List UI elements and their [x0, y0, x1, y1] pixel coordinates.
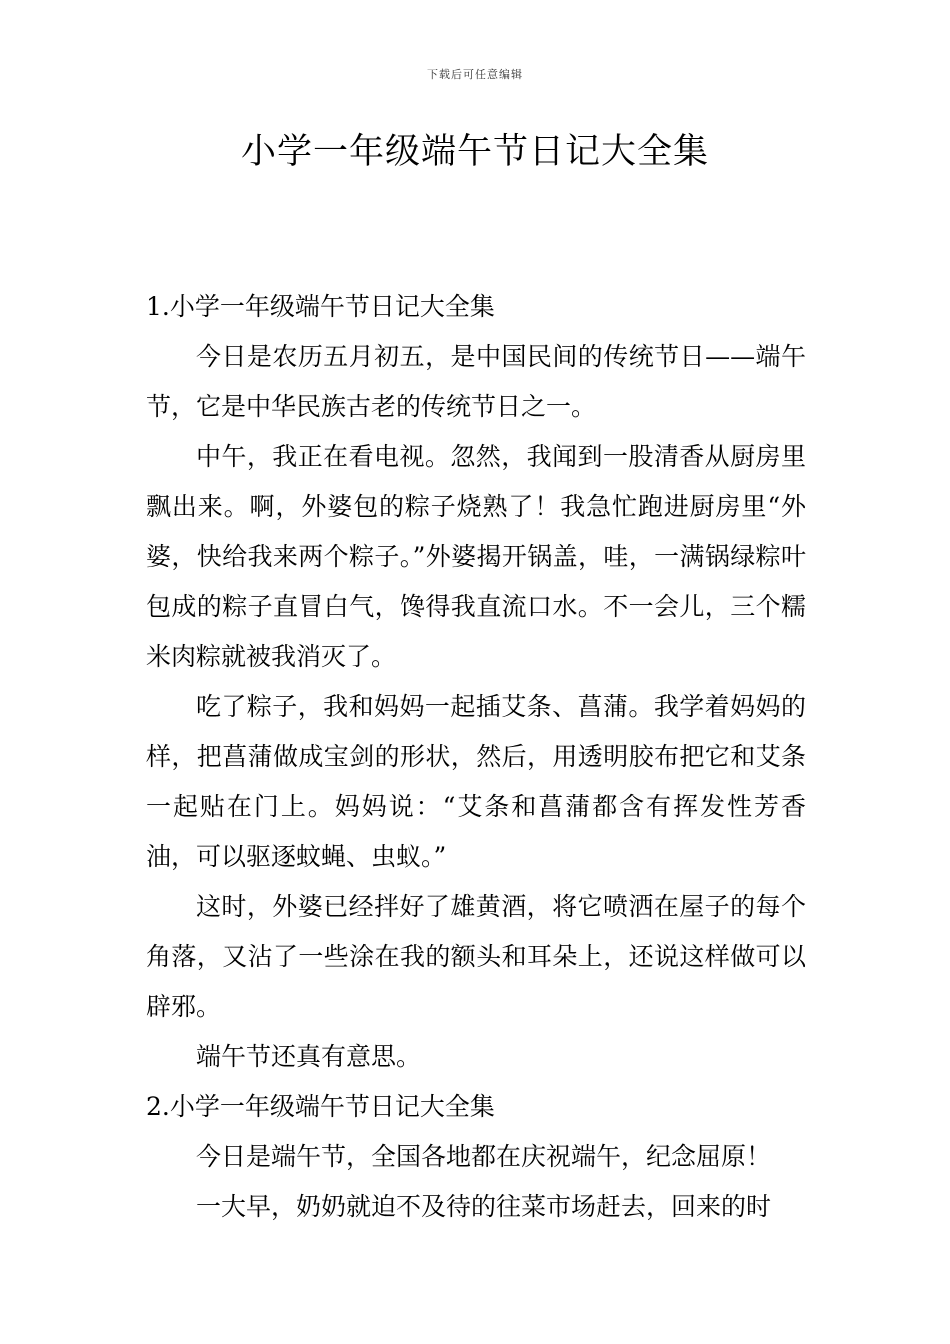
header-note: 下载后可任意编辑	[427, 68, 523, 81]
document-body	[146, 282, 806, 1232]
section-heading-1: 1.小学一年级端午节日记大全集	[146, 292, 495, 321]
paragraph: 端午节还真有意思。	[196, 1042, 422, 1071]
document-title: 小学一年级端午节日记大全集	[240, 132, 709, 172]
paragraph: 中午，我正在看电视。忽然，我闻到一股清香从厨房里飘出来。啊，外婆包的粽子烧熟了！我急忙跑进厨房里“外婆，快给我来两个粽子。”外婆揭开锅盖，哇，一满锅绿粽叶包成的粽子直冒白气，馋得我直流口水。不一会儿，三个糯米肉粽就被我消灭了。	[146, 442, 806, 671]
paragraph: 这时，外婆已经拌好了雄黄酒，将它喷洒在屋子的每个角落，又沾了一些涂在我的额头和耳朵上，还说这样做可以辟邪。	[146, 892, 806, 1021]
paragraph: 今日是农历五月初五，是中国民间的传统节日——端午节，它是中华民族古老的传统节日之一。	[146, 342, 806, 421]
section-heading-2: 2.小学一年级端午节日记大全集	[146, 1092, 495, 1121]
paragraph: 一大早，奶奶就迫不及待的往菜市场赶去，回来的时	[196, 1192, 772, 1221]
paragraph: 吃了粽子，我和妈妈一起插艾条、菖蒲。我学着妈妈的样，把菖蒲做成宝剑的形状，然后，用透明胶布把它和艾条一起贴在门上。妈妈说：“艾条和菖蒲都含有挥发性芳香油，可以驱逐蚊蝇、虫蚁。”	[146, 692, 806, 871]
paragraph: 今日是端午节，全国各地都在庆祝端午，纪念屈原！	[196, 1142, 772, 1171]
